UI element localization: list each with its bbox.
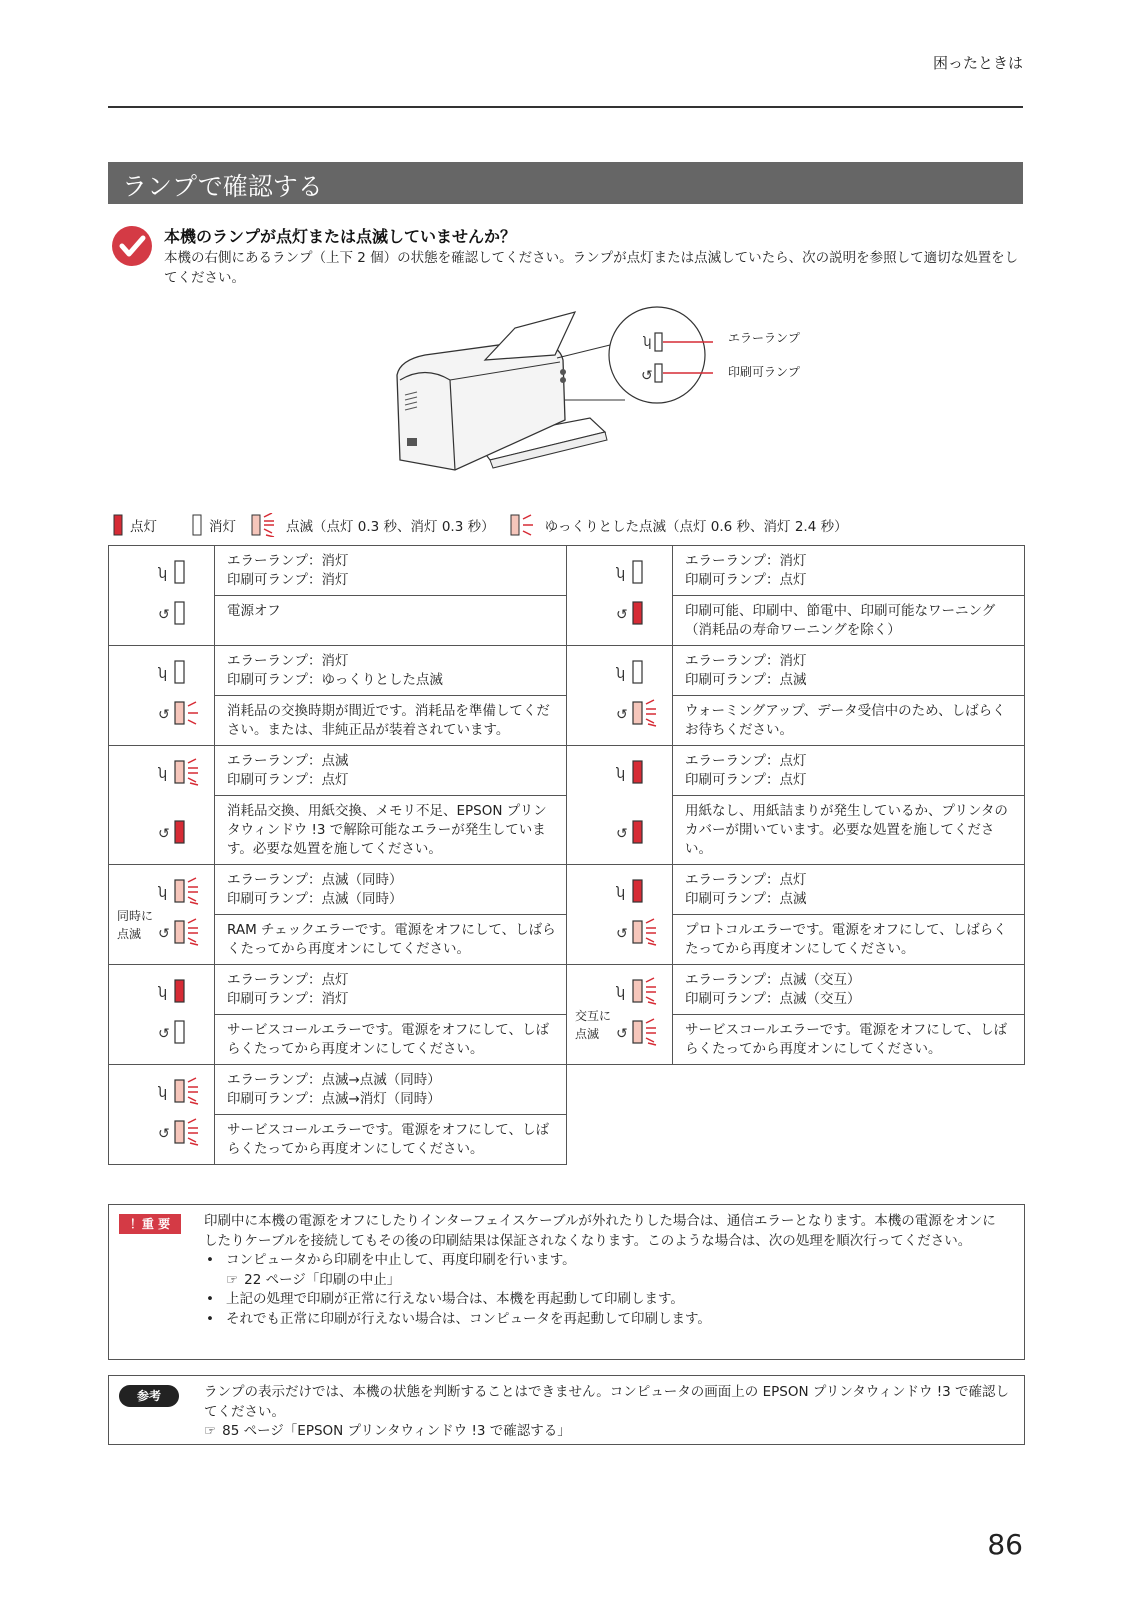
- svg-text:↺: ↺: [158, 926, 170, 942]
- lamp-side-label: 交互に 点滅: [575, 1008, 612, 1041]
- error-lamp-icon: [616, 877, 658, 909]
- svg-text:ʮ: ʮ: [616, 885, 626, 901]
- table-row: [109, 965, 1025, 1015]
- ready-lamp-status: 印刷可ランプ：消灯: [227, 572, 349, 588]
- lamp-slow-blink-icon: [509, 513, 539, 537]
- lamp-meaning: 印刷可能、印刷中、節電中、印刷可能なワーニング（消耗品の寿命ワーニングを除く）: [673, 596, 1025, 646]
- intro-text: 本機の右側にあるランプ（上下 2 個）の状態を確認してください。ランプが点灯または点滅していたら、次の説明を参照して適切な処置をしてください。: [164, 250, 1019, 286]
- ready-lamp-status: 印刷可ランプ：点滅: [685, 672, 807, 688]
- lamp-status: [215, 1065, 567, 1115]
- svg-text:↺: ↺: [616, 926, 628, 942]
- important-box: [108, 1204, 1025, 1360]
- header-rule: [108, 106, 1023, 108]
- lamp-meaning: 消耗品交換、用紙交換、メモリ不足、EPSON プリンタウィンドウ !3 で解除可能なエラーが発生しています。必要な処置を施してください。: [215, 796, 567, 865]
- ready-lamp-status: 印刷可ランプ：点滅: [685, 891, 807, 907]
- ready-lamp-icon: [158, 918, 200, 950]
- section-title: ランプで確認する: [108, 162, 1023, 204]
- lamp-meaning: プロトコルエラーです。電源をオフにして、しばらくたってから再度オンにしてください。: [673, 915, 1025, 965]
- svg-text:↺: ↺: [616, 1026, 628, 1042]
- svg-text:ʮ: ʮ: [616, 666, 626, 682]
- svg-text:↺: ↺: [158, 826, 170, 842]
- lamp-state-cell: [109, 746, 215, 865]
- table-row: [109, 746, 1025, 796]
- ready-lamp-icon: [616, 1018, 658, 1050]
- important-badge: ！重 要: [119, 1214, 181, 1234]
- ready-lamp-icon: [158, 599, 200, 631]
- error-lamp-label: エラーランプ: [728, 331, 801, 345]
- ready-lamp-status: 印刷可ランプ：点滅（同時）: [227, 891, 403, 907]
- lamp-meaning: 用紙なし、用紙詰まりが発生しているか、プリンタのカバーが開いています。必要な処置を施してください。: [673, 796, 1025, 865]
- lamp-off-icon: [191, 513, 203, 537]
- reference-badge: 参考: [119, 1385, 179, 1407]
- error-lamp-icon: [616, 658, 658, 690]
- error-lamp-icon: [158, 558, 200, 590]
- check-icon: [112, 226, 152, 266]
- svg-text:ʮ: ʮ: [158, 985, 168, 1001]
- error-lamp-status: エラーランプ：点灯: [227, 972, 349, 988]
- lamp-state-cell: [567, 546, 673, 646]
- lamp-meaning: サービスコールエラーです。電源をオフにして、しばらくたってから再度オンにしてください。: [215, 1015, 567, 1065]
- ready-lamp-icon: [158, 699, 200, 731]
- error-lamp-status: エラーランプ：点灯: [685, 753, 807, 769]
- important-ref-1[interactable]: ☞ 22 ページ「印刷の中止」: [226, 1271, 401, 1288]
- lamp-status: [673, 965, 1025, 1015]
- legend-blink: 点滅（点灯 0.3 秒、消灯 0.3 秒）: [250, 513, 495, 537]
- svg-text:↺: ↺: [158, 1126, 170, 1142]
- chapter-label: 困ったときは: [932, 54, 1023, 72]
- lamp-meaning: ウォーミングアップ、データ受信中のため、しばらくお待ちください。: [673, 696, 1025, 746]
- ready-lamp-status: 印刷可ランプ：点滅（交互）: [685, 991, 861, 1007]
- lamp-status: [673, 865, 1025, 915]
- lamp-status: [673, 546, 1025, 596]
- important-bullet-3: • それでも正常に印刷が行えない場合は、コンピュータを再起動して印刷します。: [204, 1310, 1009, 1330]
- reference-text: ランプの表示だけでは、本機の状態を判断することはできません。コンピュータの画面上の EPSON プリンタウィンドウ !3 で確認してください。: [204, 1384, 1010, 1420]
- ready-lamp-icon: [158, 1118, 200, 1150]
- lamp-meaning: サービスコールエラーです。電源をオフにして、しばらくたってから再度オンにしてください。: [673, 1015, 1025, 1065]
- table-row: [109, 546, 1025, 596]
- lamp-side-label: 同時に 点滅: [117, 908, 154, 941]
- table-row: [109, 1065, 1025, 1115]
- error-lamp-status: エラーランプ：点滅（同時）: [227, 872, 403, 888]
- important-bullet-1: • コンピュータから印刷を中止して、再度印刷を行います。: [204, 1251, 1009, 1271]
- lamp-status: [215, 965, 567, 1015]
- hand-pointer-icon: ☞: [226, 1271, 239, 1288]
- error-lamp-icon: [158, 977, 200, 1009]
- svg-text:ʮ: ʮ: [616, 766, 626, 782]
- svg-text:↺: ↺: [641, 368, 653, 384]
- important-bullet-2: • 上記の処理で印刷が正常に行えない場合は、本機を再起動して印刷します。: [204, 1290, 1009, 1310]
- lamp-on-icon: [112, 513, 124, 537]
- lamp-status: [215, 746, 567, 796]
- error-lamp-status: エラーランプ：点滅→点滅（同時）: [227, 1072, 441, 1088]
- svg-text:↺: ↺: [158, 607, 170, 623]
- lamp-state-cell: [567, 646, 673, 746]
- lamp-state-cell: [109, 546, 215, 646]
- table-row: [109, 646, 1025, 696]
- lamp-state-cell: [109, 646, 215, 746]
- ready-lamp-status: 印刷可ランプ：点灯: [685, 772, 807, 788]
- lamp-meaning: RAM チェックエラーです。電源をオフにして、しばらくたってから再度オンにしてください。: [215, 915, 567, 965]
- svg-text:ʮ: ʮ: [158, 566, 168, 582]
- error-lamp-icon: [616, 977, 658, 1009]
- svg-text:↺: ↺: [616, 607, 628, 623]
- error-lamp-icon: [158, 658, 200, 690]
- lamp-state-cell: [567, 965, 673, 1065]
- svg-text:ʮ: ʮ: [158, 666, 168, 682]
- error-lamp-status: エラーランプ：消灯: [227, 653, 349, 669]
- legend-slow-blink: ゆっくりとした点滅（点灯 0.6 秒、消灯 2.4 秒）: [509, 513, 848, 537]
- empty-cell: [567, 1065, 1025, 1165]
- lamp-legend: [112, 513, 862, 537]
- error-lamp-status: エラーランプ：点滅: [227, 753, 349, 769]
- svg-text:ʮ: ʮ: [643, 335, 652, 350]
- svg-text:ʮ: ʮ: [158, 766, 168, 782]
- lamp-blink-icon: [250, 513, 280, 537]
- error-lamp-status: エラーランプ：消灯: [685, 553, 807, 569]
- lamp-status: [215, 546, 567, 596]
- page-number: 86: [987, 1528, 1023, 1561]
- lamp-state-cell: [109, 1065, 215, 1165]
- error-lamp-icon: [158, 877, 200, 909]
- error-lamp-status: エラーランプ：消灯: [227, 553, 349, 569]
- lamp-status: [215, 646, 567, 696]
- lamp-status: [673, 646, 1025, 696]
- error-lamp-icon: [616, 558, 658, 590]
- ready-lamp-label: 印刷可ランプ: [728, 365, 801, 379]
- ready-lamp-status: 印刷可ランプ：点灯: [227, 772, 349, 788]
- svg-text:ʮ: ʮ: [158, 1085, 168, 1101]
- svg-text:↺: ↺: [158, 707, 170, 723]
- lamp-status: [673, 746, 1025, 796]
- ready-lamp-status: 印刷可ランプ：ゆっくりとした点滅: [227, 672, 443, 688]
- error-lamp-status: エラーランプ：点灯: [685, 872, 807, 888]
- ready-lamp-status: 印刷可ランプ：点灯: [685, 572, 807, 588]
- ready-lamp-icon: [616, 918, 658, 950]
- svg-text:↺: ↺: [616, 707, 628, 723]
- svg-text:↺: ↺: [158, 1026, 170, 1042]
- svg-text:ʮ: ʮ: [616, 985, 626, 1001]
- error-lamp-icon: [616, 758, 658, 790]
- error-lamp-icon: [158, 1077, 200, 1109]
- lamp-status-table: [108, 545, 1025, 1165]
- reference-link[interactable]: ☞ 85 ページ「EPSON プリンタウィンドウ !3 で確認する」: [204, 1423, 571, 1439]
- ready-lamp-icon: [616, 699, 658, 731]
- question-title: 本機のランプが点灯または点滅していませんか？: [164, 227, 517, 246]
- lamp-meaning: 電源オフ: [215, 596, 567, 646]
- hand-pointer-icon: ☞: [204, 1423, 217, 1439]
- table-row: [109, 865, 1025, 915]
- ready-lamp-status: 印刷可ランプ：点滅→消灯（同時）: [227, 1091, 441, 1107]
- svg-text:ʮ: ʮ: [158, 885, 168, 901]
- svg-text:ʮ: ʮ: [616, 566, 626, 582]
- ready-lamp-icon: [616, 818, 658, 850]
- ready-lamp-icon: [158, 1018, 200, 1050]
- lamp-state-cell: [109, 965, 215, 1065]
- legend-off: 消灯: [191, 513, 236, 537]
- lamp-state-cell: [109, 865, 215, 965]
- svg-text:↺: ↺: [616, 826, 628, 842]
- lamp-state-cell: [567, 746, 673, 865]
- lamp-status: [215, 865, 567, 915]
- error-lamp-icon: [158, 758, 200, 790]
- important-text: 印刷中に本機の電源をオフにしたりインターフェイスケーブルが外れたりした場合は、通信エラーとなります。本機の電源をオンにしたりケーブルを接続してもその後の印刷結果は保証されなくなります。このような場合は、次の処理を順次行ってください。: [204, 1213, 996, 1249]
- ready-lamp-icon: [158, 818, 200, 850]
- lamp-meaning: 消耗品の交換時期が間近です。消耗品を準備してください。または、非純正品が装着されています。: [215, 696, 567, 746]
- ready-lamp-status: 印刷可ランプ：消灯: [227, 991, 349, 1007]
- error-lamp-status: エラーランプ：点滅（交互）: [685, 972, 861, 988]
- lamp-meaning: サービスコールエラーです。電源をオフにして、しばらくたってから再度オンにしてください。: [215, 1115, 567, 1165]
- reference-box: [108, 1375, 1025, 1445]
- lamp-state-cell: [567, 865, 673, 965]
- error-lamp-status: エラーランプ：消灯: [685, 653, 807, 669]
- legend-on: 点灯: [112, 513, 157, 537]
- ready-lamp-icon: [616, 599, 658, 631]
